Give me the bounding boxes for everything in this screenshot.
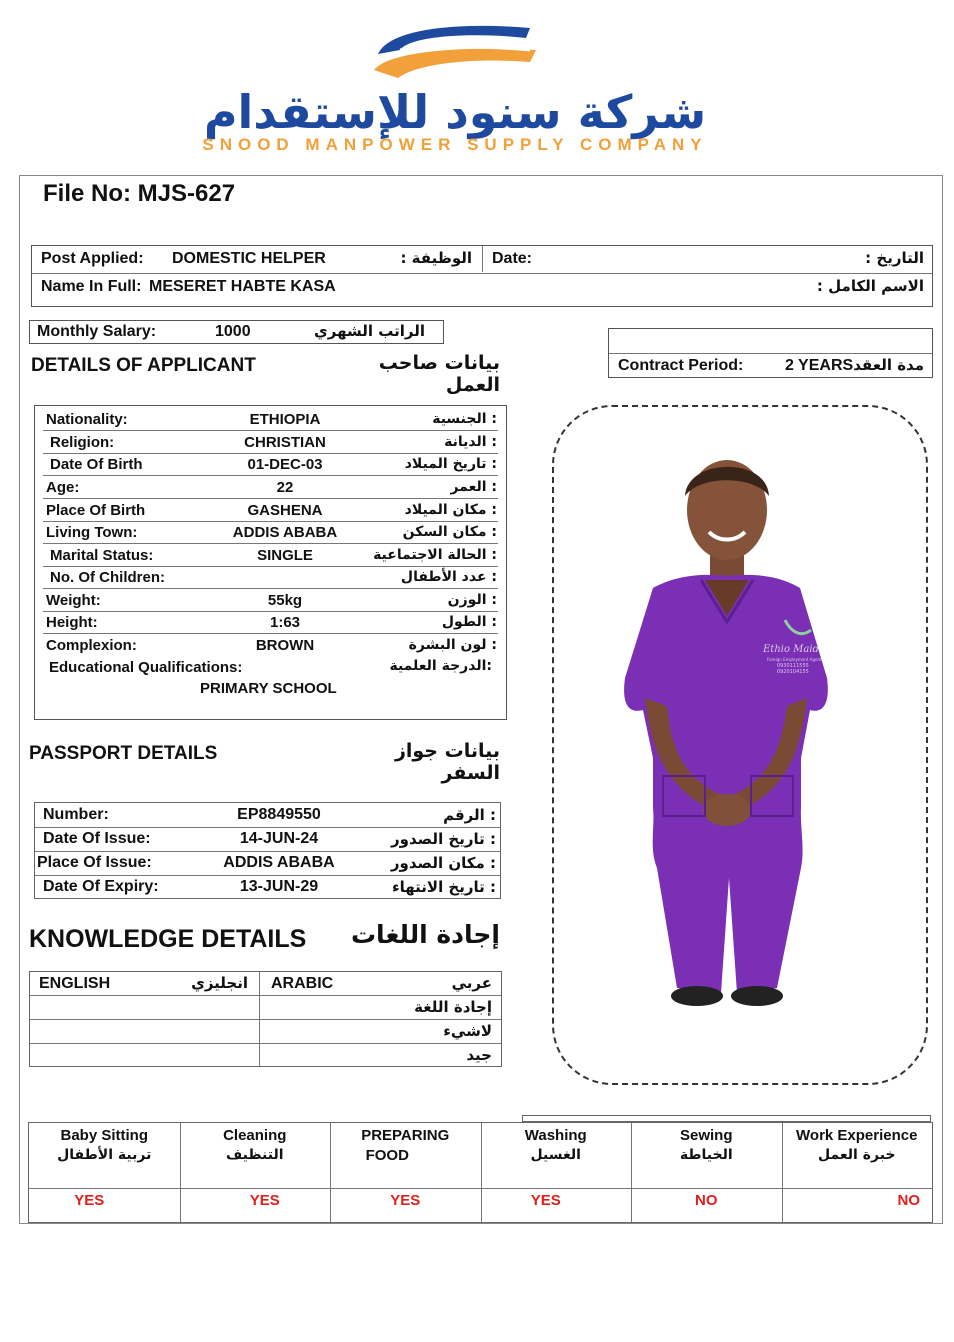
passport-row-value: EP8849550 (237, 806, 321, 823)
lang-arabic-ar: عربي (451, 974, 492, 992)
passport-row-label-ar: : تاريخ الصدور (391, 830, 496, 848)
passport-title-ar: بيانات جواز السفر (394, 740, 500, 784)
full-name-label: Name In Full: (41, 278, 142, 295)
skill-cell (180, 1123, 331, 1222)
passport-row (35, 828, 500, 850)
uniform-badge-line-3: 0920104155 (777, 669, 809, 675)
passport-title: PASSPORT DETAILS (29, 743, 218, 764)
applicant-row-label-ar: : تاريخ الميلاد (404, 456, 497, 472)
knowledge-title-ar: إجادة اللغات (350, 920, 500, 949)
uniform-badge-line-2: 0930111555 (777, 663, 809, 669)
knowledge-table (29, 971, 502, 1067)
applicant-row-value: 55kg (267, 592, 303, 609)
salary-value: 1000 (215, 323, 251, 340)
passport-row-label-ar: : الرقم (443, 806, 496, 824)
passport-row-label: Number: (43, 806, 109, 823)
applicant-row-label-ar: : الديانة (444, 434, 497, 450)
passport-row (35, 876, 500, 898)
passport-row-label: Date Of Issue: (43, 830, 151, 847)
applicant-row-label-ar: : العمر (450, 479, 497, 495)
applicant-row-value: 1:63 (269, 614, 301, 631)
applicant-title: DETAILS OF APPLICANT (31, 355, 256, 376)
passport-row-label: Date Of Expiry: (43, 878, 159, 895)
skill-cell (631, 1123, 782, 1222)
applicant-row-label: Living Town: (46, 524, 138, 541)
skill-name-ar: الغسيل (530, 1147, 581, 1163)
file-number: File No: MJS-627 (43, 180, 236, 207)
contract-value: 2 YEARS (785, 357, 854, 374)
salary-label: Monthly Salary: (37, 323, 157, 340)
applicant-row (35, 635, 506, 657)
skill-cell (481, 1123, 632, 1222)
logo-english-name: SNOOD MANPOWER SUPPLY COMPANY (202, 135, 708, 154)
post-applied-label: Post Applied: (41, 250, 144, 267)
skill-name: Sewing (679, 1127, 733, 1144)
applicant-row-value: GASHENA (247, 502, 323, 519)
skill-name-ar: التنظيف (225, 1147, 284, 1163)
applicant-row-value: CHRISTIAN (244, 434, 326, 451)
applicant-row-value: SINGLE (257, 547, 313, 564)
company-logo (120, 15, 800, 155)
applicant-row-label-ar: : مكان الميلاد (404, 502, 497, 518)
passport-row (35, 852, 500, 874)
applicant-row-label: Marital Status: (50, 547, 154, 564)
education-label: Educational Qualifications: (49, 659, 243, 676)
lang-level-3: جيد (466, 1046, 492, 1064)
skill-name: Cleaning (223, 1127, 287, 1144)
applicant-row (35, 477, 506, 499)
applicant-row-value: ETHIOPIA (249, 411, 321, 428)
passport-row-label: Place Of Issue: (37, 854, 152, 871)
applicant-row-label: Religion: (50, 434, 115, 451)
applicant-row-label: Date Of Birth (50, 456, 143, 473)
logo-swoosh-icon (370, 20, 540, 90)
skill-cell (782, 1123, 933, 1222)
logo-arabic-name: شركة سنود للإستقدام (203, 85, 707, 139)
uniform-badge-line-1: Foreign Employment Agent (767, 657, 822, 662)
passport-row-value: 13-JUN-29 (239, 878, 319, 895)
applicant-row (35, 454, 506, 476)
applicant-row-label-ar: : الحالة الاجتماعية (373, 547, 497, 563)
passport-row-value: 14-JUN-24 (239, 830, 319, 847)
applicant-row (35, 522, 506, 544)
skill-name-ar: الخياطة (679, 1147, 733, 1163)
applicant-row-value: ADDIS ABABA (232, 524, 338, 541)
lang-english-ar: انجليزي (191, 974, 248, 992)
passport-row-value: ADDIS ABABA (223, 854, 335, 871)
knowledge-title: KNOWLEDGE DETAILS (29, 925, 307, 953)
applicant-row-label-ar: : لون البشرة (408, 637, 497, 653)
applicant-row-label: Weight: (46, 592, 101, 609)
lang-english: ENGLISH (39, 975, 111, 992)
applicant-row (35, 432, 506, 454)
skill-value: YES (390, 1192, 421, 1209)
applicant-row-label: Nationality: (46, 411, 128, 428)
skill-value: NO (695, 1192, 718, 1209)
applicant-row-value: BROWN (255, 637, 315, 654)
applicant-row-value: 01-DEC-03 (247, 456, 323, 473)
skill-cell (330, 1123, 481, 1222)
applicant-row-label-ar: : عدد الأطفال (400, 569, 497, 585)
skill-name-ar: خبرة العمل (818, 1147, 896, 1163)
skill-name: PREPARING (361, 1127, 450, 1144)
lang-arabic: ARABIC (271, 975, 334, 992)
date-label-ar: التاريخ : (865, 249, 924, 267)
contract-label: Contract Period: (618, 357, 744, 374)
full-name-value: MESERET HABTE KASA (149, 278, 336, 295)
post-name-box (31, 245, 933, 307)
lang-level-1: إجادة اللغة (414, 998, 492, 1016)
skill-value: YES (530, 1192, 561, 1209)
date-label: Date: (492, 250, 533, 267)
passport-row (35, 804, 500, 826)
education-value: PRIMARY SCHOOL (200, 680, 337, 697)
applicant-row (35, 500, 506, 522)
applicant-title-ar: بيانات صاحب العمل (378, 352, 500, 396)
skill-value: NO (897, 1192, 920, 1209)
applicant-row-label: Complexion: (46, 637, 137, 654)
contract-box (608, 328, 933, 378)
salary-box (29, 320, 444, 344)
applicant-row-value: 22 (276, 479, 294, 496)
applicant-row (35, 590, 506, 612)
skill-value: YES (74, 1192, 105, 1209)
skill-name-ar: تربية الأطفال (57, 1147, 152, 1163)
applicant-row-label-ar: : مكان السكن (402, 524, 497, 540)
passport-table (34, 802, 501, 899)
applicant-row-label: Place Of Birth (46, 502, 146, 519)
applicant-row-label: Age: (46, 479, 80, 496)
education-label-ar: :الدرجة العلمية (389, 658, 492, 674)
full-name-label-ar: الاسم الكامل : (816, 277, 924, 295)
applicant-row (35, 409, 506, 431)
uniform-badge: Ethio Maid (763, 644, 819, 655)
post-applied-value: DOMESTIC HELPER (172, 250, 326, 267)
skill-name: Baby Sitting (60, 1127, 148, 1144)
passport-row-label-ar: : تاريخ الانتهاء (391, 878, 496, 896)
skill-value: YES (249, 1192, 280, 1209)
skill-name: Work Experience (796, 1127, 918, 1144)
applicant-row (35, 612, 506, 634)
contract-label-ar: مدة العقد (853, 356, 924, 374)
applicant-row-label: Height: (46, 614, 98, 631)
skills-table (28, 1122, 933, 1223)
lang-level-2: لاشيء (443, 1022, 492, 1040)
applicant-photo (605, 448, 845, 1020)
skill-name: Washing (524, 1127, 587, 1144)
post-applied-label-ar: الوظيفة : (400, 249, 472, 267)
applicant-row (35, 567, 506, 589)
skills-top-strip (522, 1115, 931, 1122)
passport-row-label-ar: : مكان الصدور (390, 854, 496, 872)
applicant-row-label-ar: : الوزن (447, 592, 497, 608)
applicant-row-label-ar: : الطول (441, 614, 497, 630)
salary-label-ar: الراتب الشهري (314, 322, 425, 340)
skill-cell (29, 1123, 180, 1222)
applicant-row (35, 545, 506, 567)
applicant-table (34, 405, 507, 720)
applicant-row-label: No. Of Children: (50, 569, 165, 586)
skill-name-ar: FOOD (365, 1147, 409, 1164)
applicant-row-label-ar: : الجنسية (432, 411, 497, 427)
